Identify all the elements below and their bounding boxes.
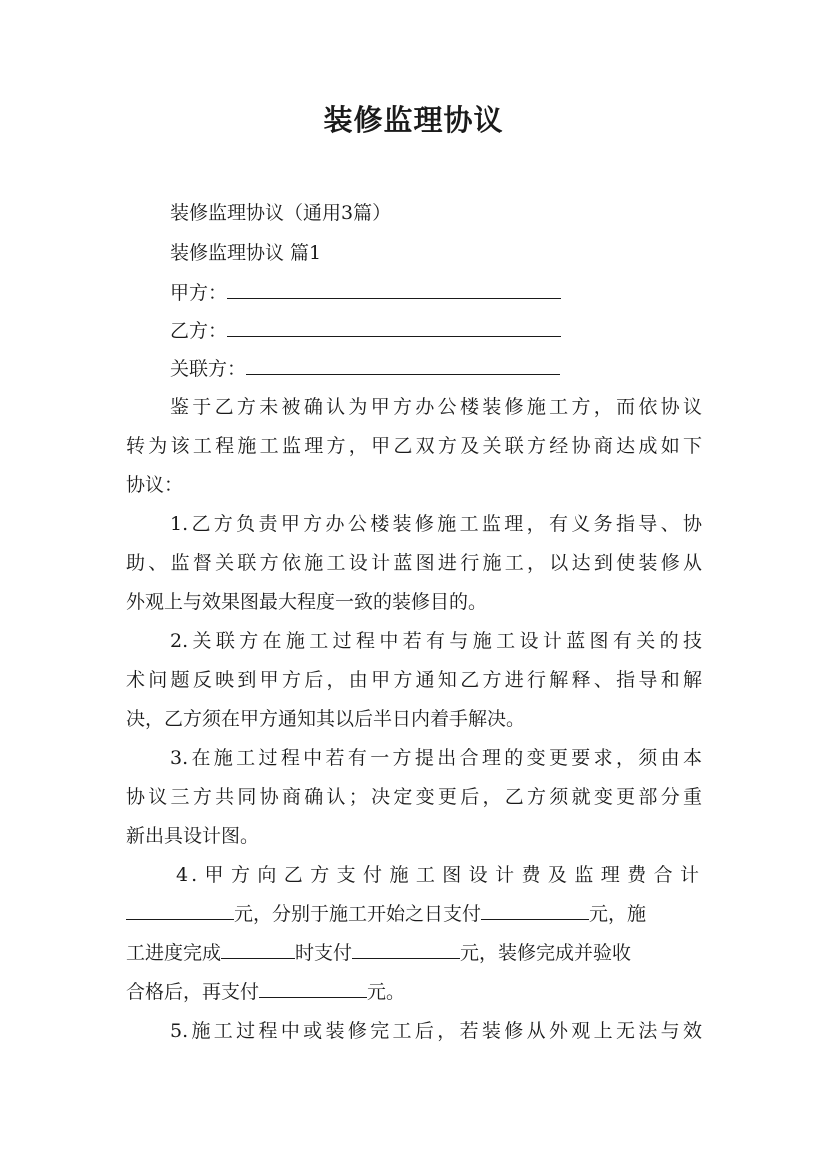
clause4-line-4 xyxy=(126,979,702,1005)
clause4-line-3 xyxy=(126,940,702,966)
clause2-line-2: 术问题反映到甲方后，由甲方通知乙方进行解释、指导和解 xyxy=(126,669,702,691)
clause1-line-2: 助、监督关联方依施工设计蓝图进行施工，以达到使装修从 xyxy=(126,552,702,574)
clause4-line-4-text-a: 合格后，再支付 xyxy=(126,981,260,1003)
clause4-line-3-text-c: 元，装修完成并验收 xyxy=(460,942,632,964)
party-b-label: 乙方： xyxy=(170,320,228,342)
clause3-line-2: 协议三方共同协商确认；决定变更后，乙方须就变更部分重 xyxy=(126,786,702,808)
clause4-line-2 xyxy=(126,901,702,927)
clause4-line-4-text-b: 元。 xyxy=(367,981,406,1003)
intro-line-2: 转为该工程施工监理方，甲乙双方及关联方经协商达成如下 xyxy=(126,435,702,457)
intro-line-1: 鉴于乙方未被确认为甲方办公楼装修施工方，而依协议 xyxy=(170,396,702,418)
clause4-line-2-text-b: 元，施 xyxy=(589,903,647,925)
clause1-line-1: 1.乙方负责甲方办公楼装修施工监理，有义务指导、协 xyxy=(170,513,702,535)
intro-line-3: 协议： xyxy=(126,474,184,496)
party-a-blank xyxy=(227,280,561,299)
progress-blank xyxy=(221,940,295,959)
first-payment-blank xyxy=(481,901,589,920)
clause4-line-2-text-a: 元，分别于施工开始之日支付 xyxy=(234,903,482,925)
party-a-label: 甲方： xyxy=(170,282,228,304)
clause1-line-3: 外观上与效果图最大程度一致的装修目的。 xyxy=(126,591,488,613)
section-heading: 装修监理协议 篇1 xyxy=(170,242,322,264)
related-party-label: 关联方： xyxy=(170,358,247,380)
clause5-line-1: 5.施工过程中或装修完工后，若装修从外观上无法与效 xyxy=(170,1020,702,1042)
clause2-line-3: 决，乙方须在甲方通知其以后半日内着手解决。 xyxy=(126,708,526,730)
second-payment-blank xyxy=(352,940,460,959)
clause4-line-3-text-b: 时支付 xyxy=(295,942,353,964)
document-subtitle: 装修监理协议（通用3篇） xyxy=(170,202,392,224)
clause3-line-1: 3.在施工过程中若有一方提出合理的变更要求，须由本 xyxy=(170,747,702,769)
document-title: 装修监理协议 xyxy=(323,103,504,137)
clause4-line-1: 4.甲方向乙方支付施工图设计费及监理费合计 xyxy=(176,864,702,886)
final-payment-blank xyxy=(259,979,367,998)
party-b-line xyxy=(170,318,746,344)
party-a-line xyxy=(170,280,746,306)
related-party-blank xyxy=(246,356,560,375)
clause3-line-3: 新出具设计图。 xyxy=(126,825,260,847)
clause4-line-3-text-a: 工进度完成 xyxy=(126,942,222,964)
total-fee-blank xyxy=(126,901,234,920)
related-party-line xyxy=(170,356,746,382)
clause2-line-1: 2.关联方在施工过程中若有与施工设计蓝图有关的技 xyxy=(170,630,702,652)
party-b-blank xyxy=(227,318,561,337)
